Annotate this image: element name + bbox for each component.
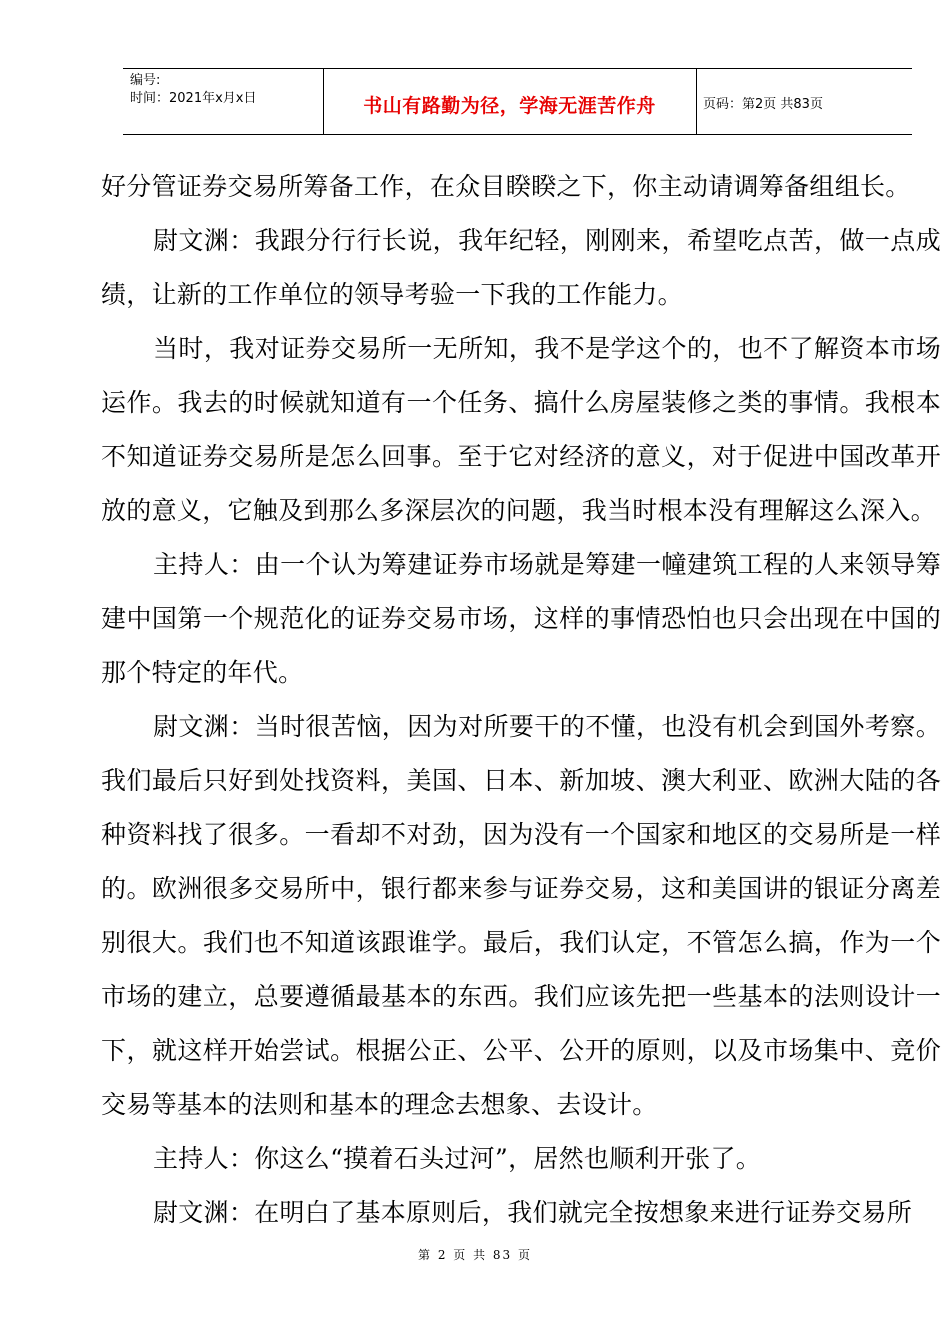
- paragraph: 好分管证券交易所筹备工作，在众目睽睽之下，你主动请调筹备组组长。: [101, 172, 911, 201]
- paragraph: 当时，我对证券交易所一无所知，我不是学这个的，也不了解资本市场运作。我去的时候就知道有一个任务、搞什么房屋装修之类的事情。我根本不知道证券交易所是怎么回事。至于它对经济的意义，对于促进中国改革开放的意义，它触及到那么多深层次的问题，我当时根本没有理解这么深入。: [101, 334, 941, 525]
- header-meta: [130, 72, 256, 108]
- paragraph: 尉文渊：当时很苦恼，因为对所要干的不懂，也没有机会到国外考察。我们最后只好到处找资料，美国、日本、新加坡、澳大利亚、欧洲大陆的各种资料找了很多。一看却不对劲，因为没有一个国家和地区的交易所是一样的。欧洲很多交易所中，银行都来参与证券交易，这和美国讲的银证分离差别很大。我们也不知道该跟谁学。最后，我们认定，不管怎么搞，作为一个市场的建立，总要遵循最基本的东西。我们应该先把一些基本的法则设计一下，就这样开始尝试。根据公正、公平、公开的原则，以及市场集中、竞价交易等基本的法则和基本的理念去想象、去设计。: [101, 712, 941, 1119]
- page-footer: 第 2 页 共 83 页: [418, 1248, 532, 1262]
- header-motto: 书山有路勤为径，学海无涯苦作舟: [363, 95, 656, 117]
- document-body: [101, 160, 941, 1240]
- header-page-ref: 页码：第2页 共83页: [703, 97, 823, 112]
- paragraph: 尉文渊：在明白了基本原则后，我们就完全按想象来进行证券交易所: [153, 1198, 913, 1227]
- number-label: 编号:: [130, 73, 161, 88]
- paragraph: 主持人：由一个认为筹建证券市场就是筹建一幢建筑工程的人来领导筹建中国第一个规范化的证券交易市场，这样的事情恐怕也只会出现在中国的那个特定的年代。: [101, 550, 941, 687]
- time-label: 时间：2021年x月x日: [130, 91, 257, 106]
- paragraph: 主持人：你这么“摸着石头过河”，居然也顺利开张了。: [153, 1144, 762, 1173]
- page-header: [123, 68, 912, 135]
- paragraph: 尉文渊：我跟分行行长说，我年纪轻，刚刚来，希望吃点苦，做一点成绩，让新的工作单位的领导考验一下我的工作能力。: [101, 226, 941, 309]
- header-divider: [696, 69, 697, 134]
